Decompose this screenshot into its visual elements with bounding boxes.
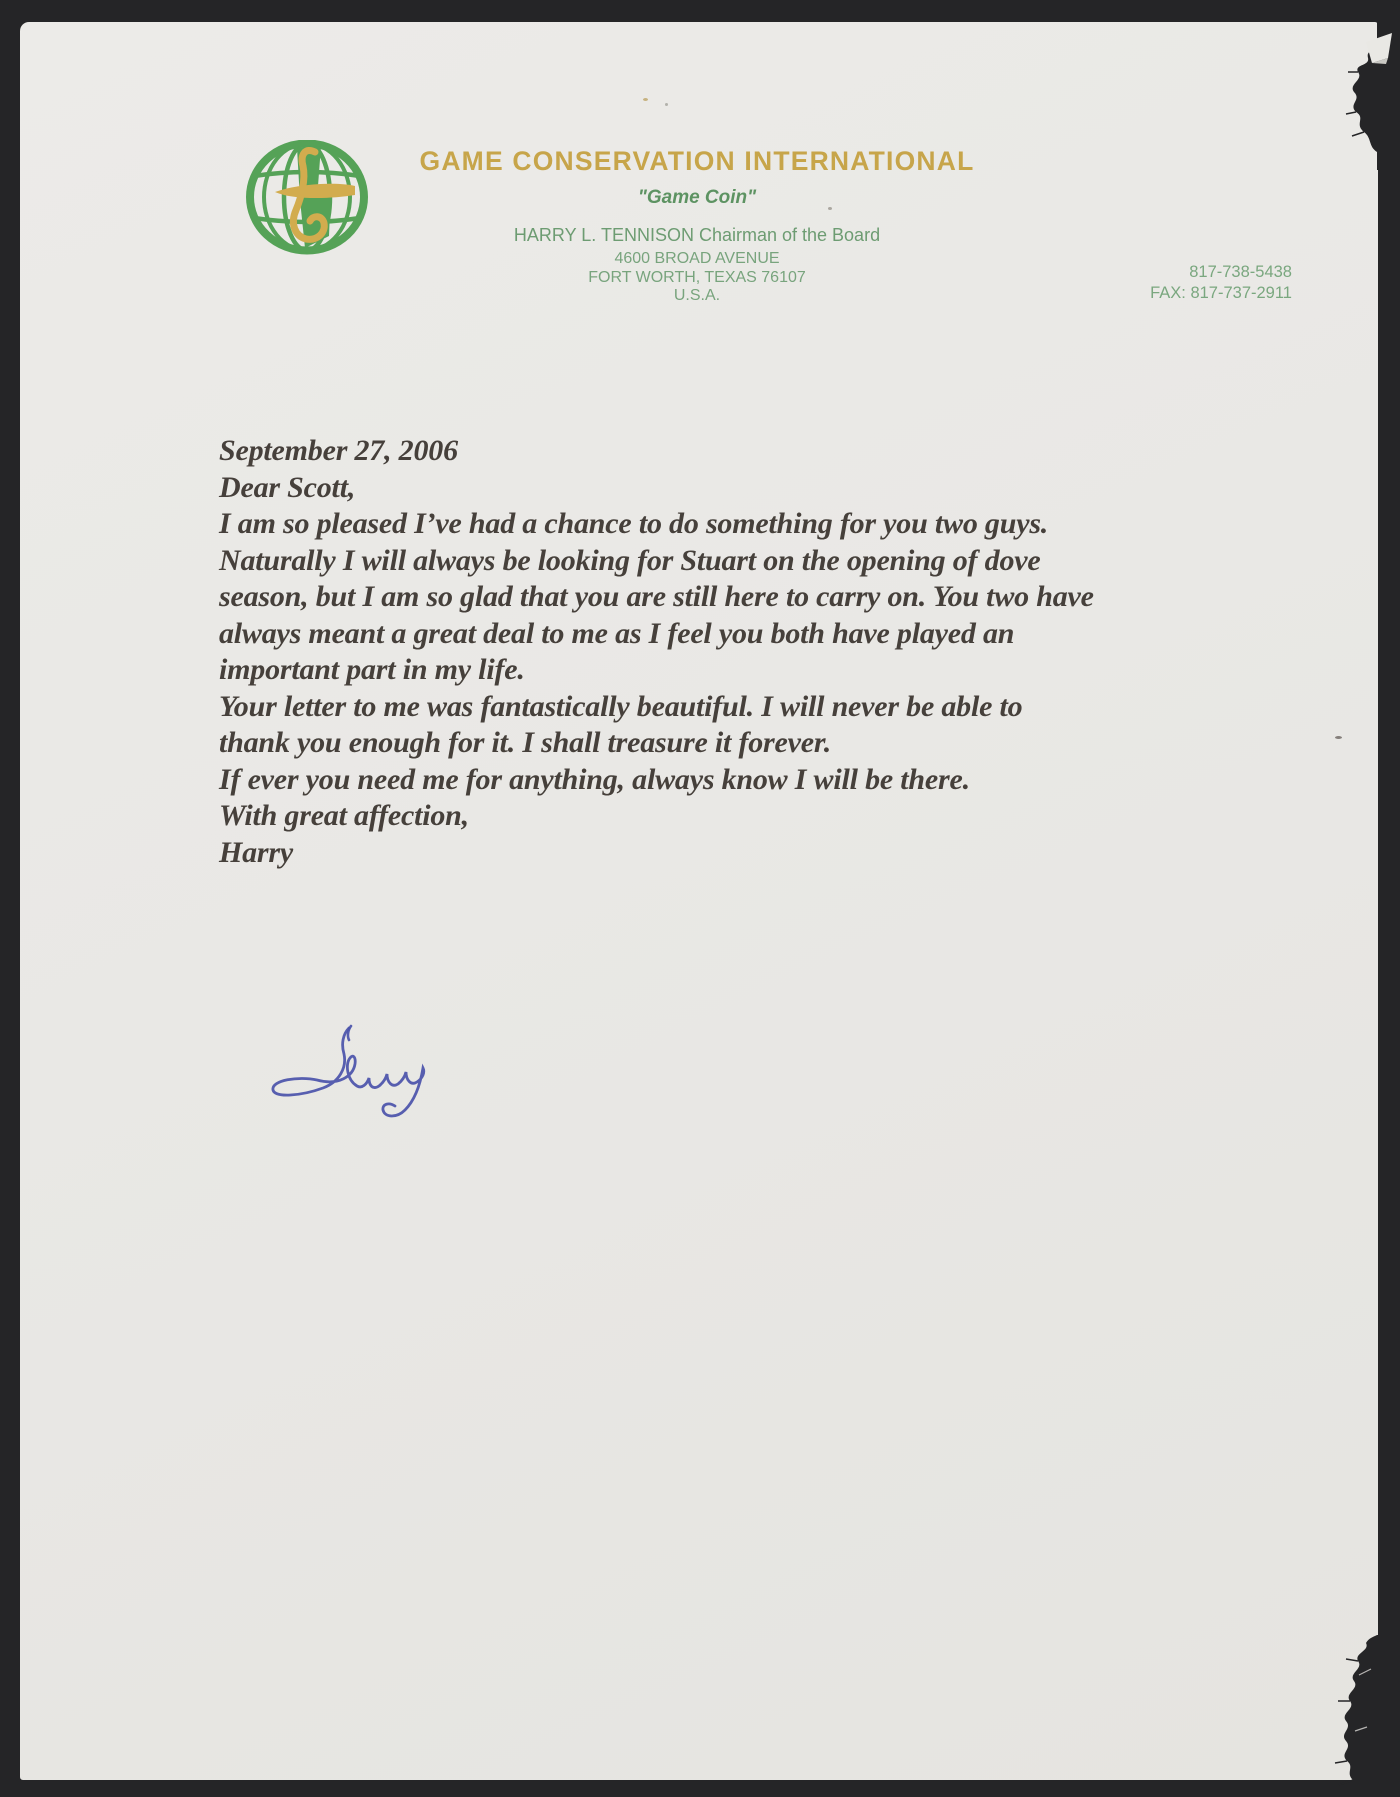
letter-line: thank you enough for it. I shall treasure it forever.	[219, 726, 831, 759]
scan-speck	[665, 103, 668, 106]
scan-speck	[643, 98, 648, 101]
letter-line: Your letter to me was fantastically beautiful. I will never be able to	[219, 689, 1023, 723]
scan-speck	[1335, 736, 1342, 739]
salutation: Dear Scott,	[219, 470, 356, 504]
organization-tagline: "Game Coin"	[637, 187, 757, 208]
torn-edge-bottom-right	[1325, 1635, 1400, 1797]
handwritten-signature	[265, 1024, 445, 1129]
address-line: U.S.A.	[673, 287, 721, 304]
letter-body	[219, 433, 1094, 871]
letter-line: I am so pleased I’ve had a chance to do something for you two guys.	[219, 507, 1049, 540]
paragraph	[219, 506, 1094, 689]
chairman-line: HARRY L. TENNISON Chairman of the Board	[513, 225, 881, 245]
letter-page	[20, 22, 1378, 1780]
paragraph	[219, 689, 1094, 762]
organization-name: GAME CONSERVATION INTERNATIONAL	[419, 146, 975, 176]
globe-logo-icon	[245, 140, 369, 255]
letter-line: important part in my life.	[219, 653, 525, 686]
phone-number: 817-738-5438	[1189, 263, 1292, 281]
closing-line: With great affection,	[219, 799, 469, 832]
signed-name: Harry	[219, 835, 294, 869]
scan-speck	[828, 207, 832, 210]
letter-date: September 27, 2006	[219, 434, 458, 467]
letter-line: Naturally I will always be looking for Stuart on the opening of dove	[219, 543, 1041, 577]
letterhead-address	[588, 250, 806, 306]
letter-line: season, but I am so glad that you are still here to carry on. You two have	[219, 580, 1094, 613]
letter-line: If ever you need me for anything, always know I will be there.	[219, 762, 970, 796]
fax-number: FAX: 817-737-2911	[1150, 284, 1292, 302]
address-line: 4600 BROAD AVENUE	[614, 250, 780, 267]
paragraph	[219, 762, 1094, 799]
torn-edge-top-right	[1330, 20, 1400, 170]
letterhead-phones	[1150, 262, 1292, 304]
address-line: FORT WORTH, TEXAS 76107	[588, 268, 806, 286]
letter-line: always meant a great deal to me as I feel you both have played an	[219, 616, 1015, 650]
